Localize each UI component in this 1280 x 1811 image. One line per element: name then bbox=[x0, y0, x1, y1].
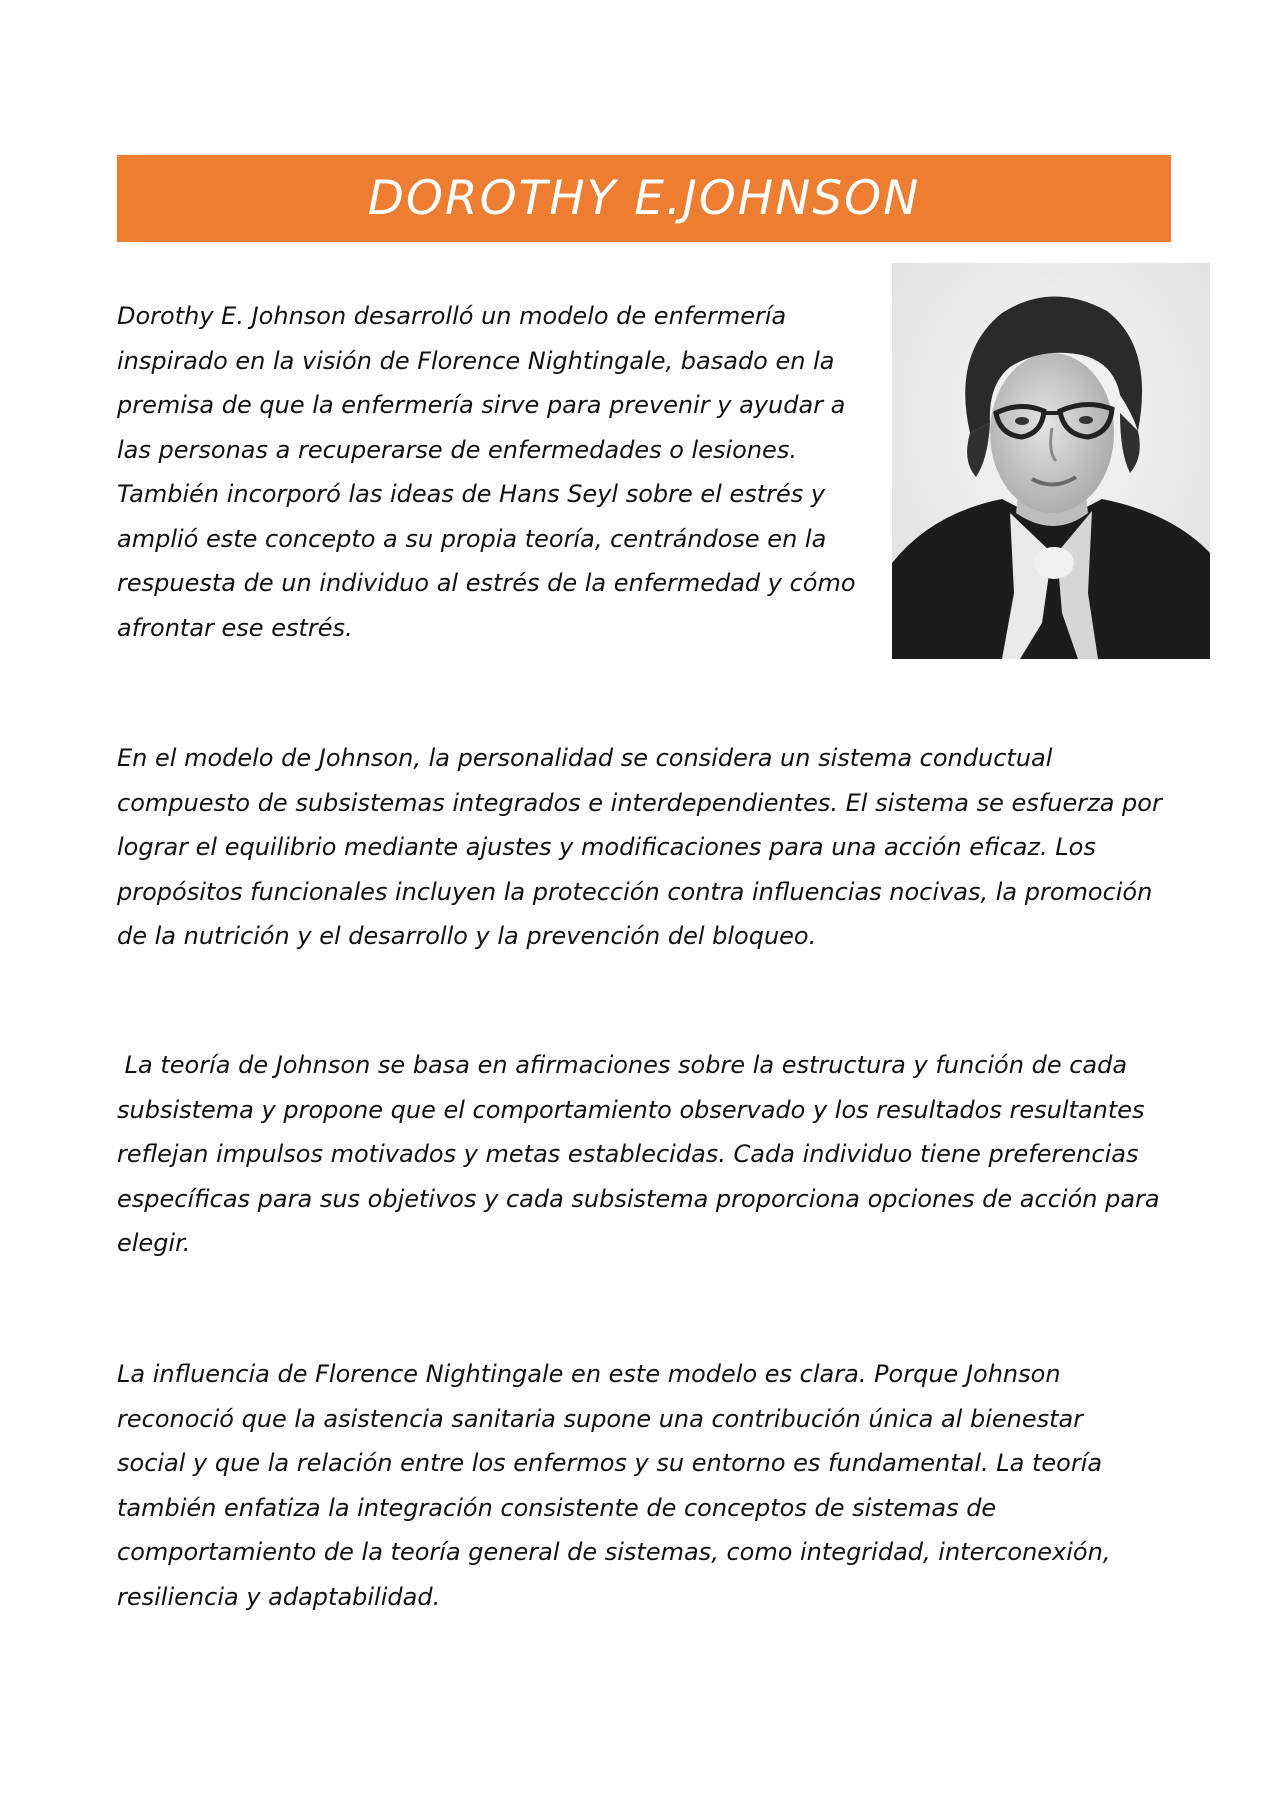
paragraph-subsystems: La teoría de Johnson se basa en afirmaciones sobre la estructura y función de cada subsistema y propone que el comportamiento observado y los resultados resultantes reflejan impulsos motivados y metas establecidas. Cada individuo tiene preferencias específicas para sus objetivos y cada subsistema proporciona opciones de acción para elegir. bbox=[117, 1051, 1160, 1257]
paragraph-nightingale-influence: La influencia de Florence Nightingale en este modelo es clara. Porque Johnson reconoció que la asistencia sanitaria supone una contribución única al bienestar social y que la relación entre los enfermos y su entorno es fundamental. La teoría también enfatiza la integración consistente de conceptos de sistemas de comportamiento de la teoría general de sistemas, como integridad, interconexión, resiliencia y adaptabilidad. bbox=[117, 1360, 1111, 1611]
paragraph-intro: Dorothy E. Johnson desarrolló un modelo de enfermería inspirado en la visión de Florence Nightingale, basado en la premisa de que la enfermería sirve para prevenir y ayudar a las personas a recuperarse de enfermedades o lesiones. También incorporó las ideas de Hans Seyl sobre el estrés y amplió este concepto a su propia teoría, centrándose en la respuesta de un individuo al estrés de la enfermedad y cómo afrontar ese estrés. bbox=[117, 302, 856, 642]
paragraph-behavioral-system: En el modelo de Johnson, la personalidad se considera un sistema conductual compuesto de subsistemas integrados e interdependientes. El sistema se esfuerza por lograr el equilibrio mediante ajustes y modificaciones para una acción eficaz. Los propósitos funcionales incluyen la protección contra influencias nocivas, la promoción de la nutrición y el desarrollo y la prevención del bloqueo. bbox=[117, 744, 1162, 950]
portrait-photo bbox=[892, 263, 1210, 659]
title-banner bbox=[117, 155, 1171, 242]
page-title: DOROTHY E.JOHNSON bbox=[367, 171, 921, 226]
